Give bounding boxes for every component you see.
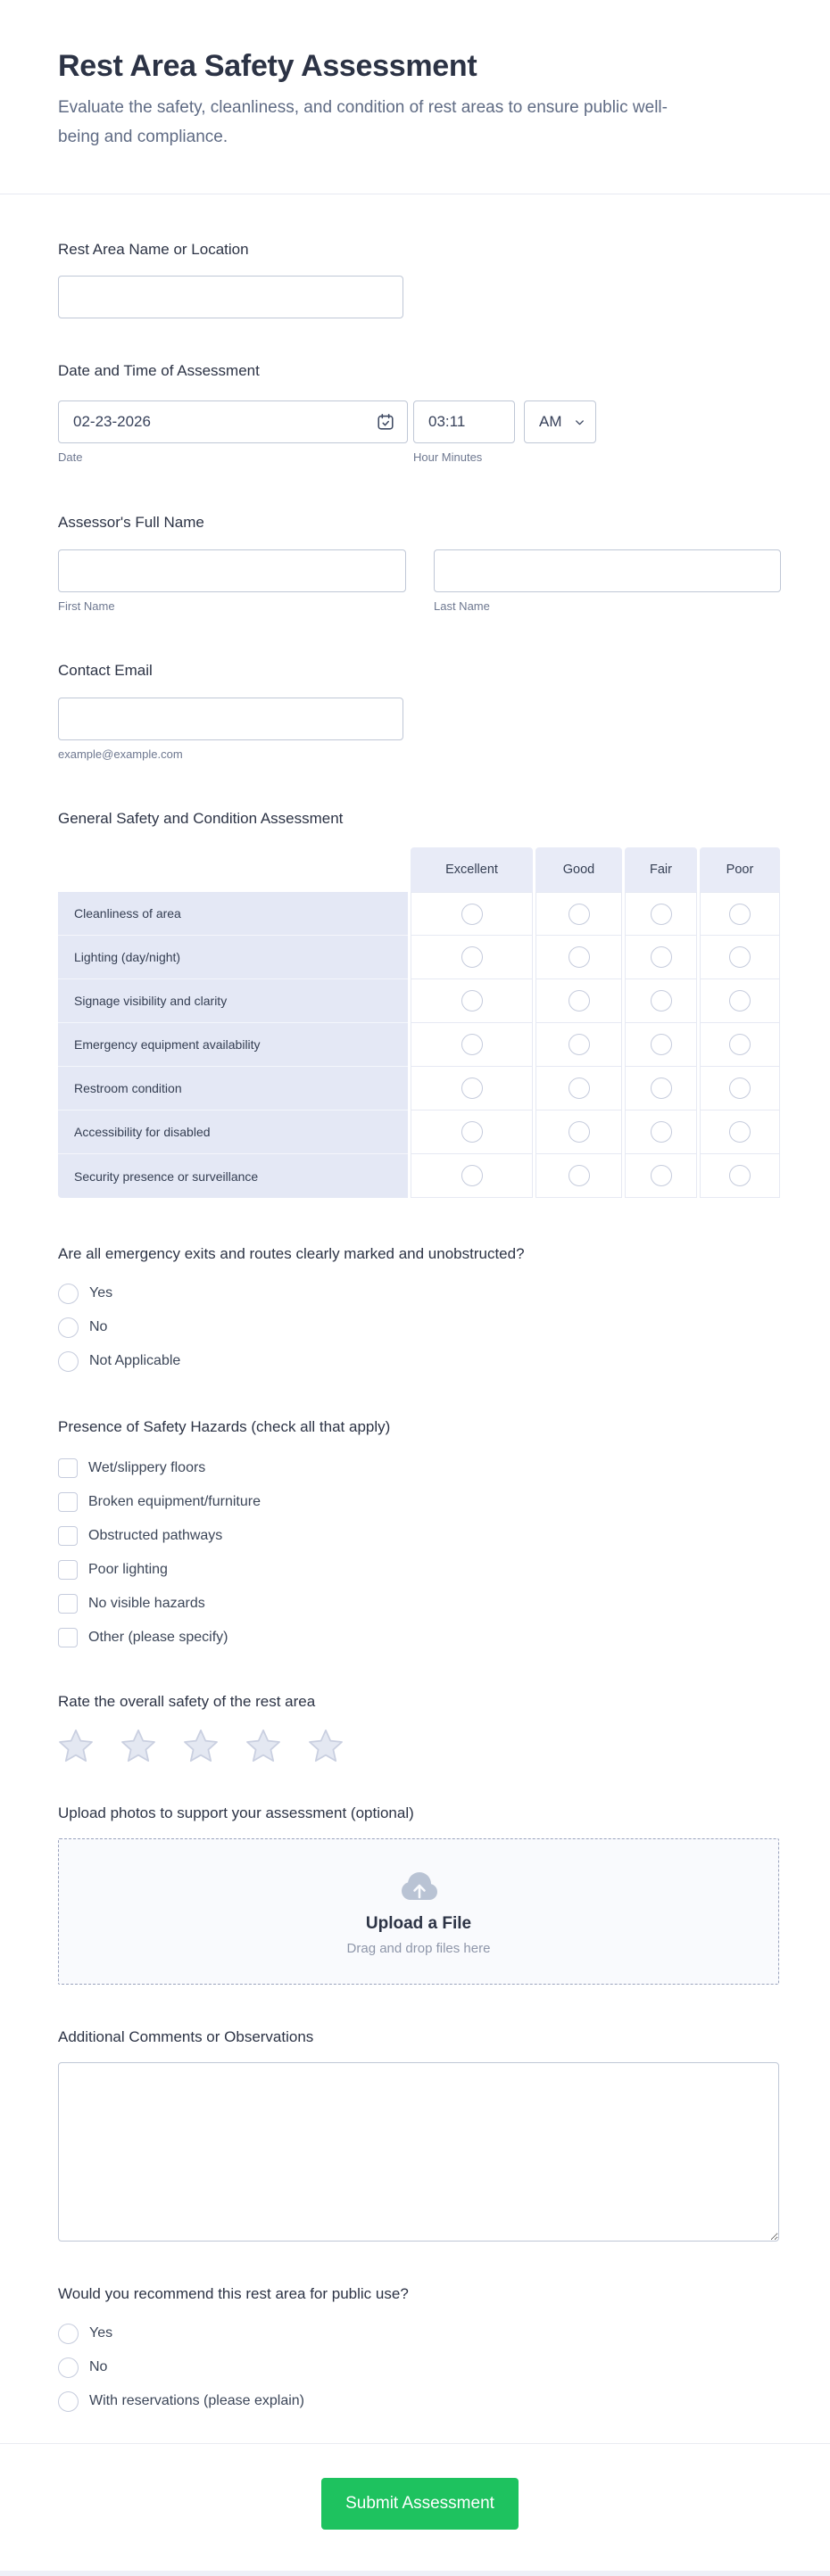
matrix-cell <box>411 1023 533 1067</box>
matrix-row-label: Restroom condition <box>58 1067 408 1110</box>
matrix-cell <box>411 936 533 979</box>
matrix-cell <box>535 1154 622 1198</box>
page-bottom-strip <box>0 2571 830 2576</box>
radio-icon[interactable] <box>58 2357 79 2378</box>
exits-option-no[interactable] <box>58 1317 107 1338</box>
matrix-radio[interactable] <box>729 1121 751 1143</box>
matrix-cell <box>411 979 533 1023</box>
hazard-option[interactable] <box>58 1491 261 1513</box>
matrix-radio[interactable] <box>569 946 590 968</box>
exits-option-na[interactable] <box>58 1350 180 1372</box>
matrix-cell <box>700 1067 780 1110</box>
matrix-row <box>58 1110 780 1154</box>
option-label: Obstructed pathways <box>88 1528 223 1543</box>
checkbox-icon[interactable] <box>58 1560 78 1580</box>
matrix-cell <box>625 1110 697 1154</box>
ampm-select[interactable] <box>524 400 596 443</box>
checkbox-icon[interactable] <box>58 1458 78 1478</box>
matrix-row <box>58 1067 780 1110</box>
matrix-cell <box>411 892 533 936</box>
date-input[interactable] <box>58 400 408 443</box>
location-label: Rest Area Name or Location <box>58 241 249 258</box>
checkbox-icon[interactable] <box>58 1594 78 1614</box>
matrix-cell <box>625 1154 697 1198</box>
hazard-option[interactable] <box>58 1627 228 1648</box>
comments-textarea[interactable] <box>58 2062 779 2242</box>
matrix-header-spacer <box>58 847 408 892</box>
matrix-radio[interactable] <box>729 1077 751 1099</box>
option-label: Other (please specify) <box>88 1630 228 1645</box>
option-label: With reservations (please explain) <box>89 2393 304 2408</box>
matrix-cell <box>625 1067 697 1110</box>
matrix-row <box>58 936 780 979</box>
matrix-col-header: Poor <box>700 847 780 892</box>
matrix-radio[interactable] <box>569 1034 590 1055</box>
star-rating <box>57 1727 344 1764</box>
matrix-label: General Safety and Condition Assessment <box>58 810 344 827</box>
time-input[interactable] <box>413 400 515 443</box>
matrix-radio[interactable] <box>569 990 590 1011</box>
matrix-row-label: Security presence or surveillance <box>58 1154 408 1198</box>
chevron-down-icon <box>573 416 586 429</box>
assessor-label: Assessor's Full Name <box>58 514 204 531</box>
option-label: Yes <box>89 2325 113 2341</box>
location-input[interactable] <box>58 276 403 318</box>
exits-label: Are all emergency exits and routes clearly marked and unobstructed? <box>58 1245 525 1262</box>
matrix-radio[interactable] <box>461 1034 483 1055</box>
matrix-cell <box>625 1023 697 1067</box>
matrix-cell <box>411 1110 533 1154</box>
matrix-radio[interactable] <box>651 990 672 1011</box>
matrix-cell <box>535 1023 622 1067</box>
matrix-header-row <box>58 847 780 892</box>
recommend-label: Would you recommend this rest area for public use? <box>58 2285 409 2302</box>
matrix-cell <box>700 1154 780 1198</box>
calendar-icon[interactable] <box>376 412 395 432</box>
last-name-sublabel: Last Name <box>434 599 490 613</box>
hazard-option[interactable] <box>58 1593 205 1614</box>
matrix-radio[interactable] <box>651 1034 672 1055</box>
matrix-cell <box>411 1067 533 1110</box>
matrix-row-label: Accessibility for disabled <box>58 1110 408 1154</box>
first-name-input[interactable] <box>58 549 406 592</box>
matrix-cell <box>625 936 697 979</box>
option-label: Yes <box>89 1285 113 1300</box>
option-label: Wet/slippery floors <box>88 1460 206 1475</box>
footer-divider <box>0 2443 830 2444</box>
matrix-radio[interactable] <box>461 990 483 1011</box>
matrix-row <box>58 1023 780 1067</box>
matrix-row-label: Lighting (day/night) <box>58 936 408 979</box>
email-label: Contact Email <box>58 662 153 679</box>
option-label: No <box>89 2359 108 2374</box>
matrix-radio[interactable] <box>569 1165 590 1186</box>
matrix-row-label: Emergency equipment availability <box>58 1023 408 1067</box>
radio-icon[interactable] <box>58 2391 79 2412</box>
matrix-cell <box>700 979 780 1023</box>
option-label: Poor lighting <box>88 1562 168 1577</box>
matrix-col-header: Excellent <box>411 847 533 892</box>
matrix-cell <box>625 892 697 936</box>
option-label: Broken equipment/furniture <box>88 1494 261 1509</box>
matrix-cell <box>625 979 697 1023</box>
matrix-cell <box>411 1154 533 1198</box>
matrix-radio[interactable] <box>729 1034 751 1055</box>
ampm-value: AM <box>539 413 562 430</box>
checkbox-icon[interactable] <box>58 1628 78 1647</box>
hazards-label: Presence of Safety Hazards (check all that apply) <box>58 1418 391 1435</box>
matrix-radio[interactable] <box>569 904 590 925</box>
matrix-radio[interactable] <box>569 1121 590 1143</box>
matrix-radio[interactable] <box>651 1121 672 1143</box>
matrix-col-header: Fair <box>625 847 697 892</box>
matrix-radio[interactable] <box>729 904 751 925</box>
matrix-cell <box>535 936 622 979</box>
matrix-cell <box>700 1110 780 1154</box>
matrix-cell <box>535 1067 622 1110</box>
upload-cloud-icon <box>395 1868 442 1905</box>
datetime-label: Date and Time of Assessment <box>58 362 260 379</box>
checkbox-icon[interactable] <box>58 1492 78 1512</box>
matrix-radio[interactable] <box>461 1165 483 1186</box>
matrix-cell <box>535 1110 622 1154</box>
radio-icon[interactable] <box>58 2324 79 2344</box>
matrix-row <box>58 892 780 936</box>
matrix-cell <box>700 936 780 979</box>
matrix-row-label: Cleanliness of area <box>58 892 408 936</box>
option-label: No <box>89 1319 108 1334</box>
hazard-option[interactable] <box>58 1525 222 1547</box>
time-sublabel: Hour Minutes <box>413 450 483 464</box>
radio-icon[interactable] <box>58 1351 79 1372</box>
matrix-radio[interactable] <box>569 1077 590 1099</box>
matrix-radio[interactable] <box>651 1077 672 1099</box>
star-icon[interactable] <box>57 1727 95 1764</box>
star-icon[interactable] <box>182 1727 220 1764</box>
matrix-radio[interactable] <box>651 904 672 925</box>
page-title: Rest Area Safety Assessment <box>58 49 477 83</box>
recommend-option-no[interactable] <box>58 2357 107 2378</box>
matrix-cell <box>700 1023 780 1067</box>
matrix-table <box>58 847 780 1198</box>
radio-icon[interactable] <box>58 1284 79 1304</box>
exits-option-yes[interactable] <box>58 1283 112 1304</box>
recommend-option-reservations[interactable] <box>58 2390 304 2412</box>
matrix-radio[interactable] <box>651 946 672 968</box>
matrix-radio[interactable] <box>461 1121 483 1143</box>
matrix-cell <box>535 892 622 936</box>
first-name-sublabel: First Name <box>58 599 115 613</box>
matrix-row-label: Signage visibility and clarity <box>58 979 408 1023</box>
matrix-col-header: Good <box>535 847 622 892</box>
matrix-radio[interactable] <box>461 1077 483 1099</box>
option-label: No visible hazards <box>88 1596 205 1611</box>
matrix-radio[interactable] <box>651 1165 672 1186</box>
matrix-cell <box>700 892 780 936</box>
hazard-option[interactable] <box>58 1559 168 1581</box>
page-subtitle: Evaluate the safety, cleanliness, and condition of rest areas to ensure public well-being and compliance. <box>58 98 668 146</box>
date-sublabel: Date <box>58 450 83 464</box>
matrix-radio[interactable] <box>461 946 483 968</box>
upload-label: Upload photos to support your assessment (optional) <box>58 1804 414 1821</box>
comments-label: Additional Comments or Observations <box>58 2028 314 2045</box>
radio-icon[interactable] <box>58 1317 79 1338</box>
matrix-row <box>58 979 780 1023</box>
submit-button[interactable]: Submit Assessment <box>321 2478 519 2530</box>
star-icon[interactable] <box>120 1727 157 1764</box>
email-sublabel: example@example.com <box>58 747 183 761</box>
checkbox-icon[interactable] <box>58 1526 78 1546</box>
matrix-radio[interactable] <box>461 904 483 925</box>
hazard-option[interactable] <box>58 1457 205 1479</box>
upload-button-text[interactable]: Upload a File <box>365 1913 472 1933</box>
last-name-input[interactable] <box>434 549 781 592</box>
matrix-radio[interactable] <box>729 990 751 1011</box>
matrix-cell <box>535 979 622 1023</box>
matrix-row <box>58 1154 780 1198</box>
star-icon[interactable] <box>245 1727 282 1764</box>
upload-hint: Drag and drop files here <box>346 1940 491 1956</box>
email-input[interactable] <box>58 698 403 740</box>
matrix-radio[interactable] <box>729 946 751 968</box>
option-label: Not Applicable <box>89 1353 181 1368</box>
matrix-radio[interactable] <box>729 1165 751 1186</box>
file-upload-dropzone[interactable] <box>58 1838 779 1985</box>
star-icon[interactable] <box>307 1727 344 1764</box>
rating-label: Rate the overall safety of the rest area <box>58 1693 316 1710</box>
recommend-option-yes[interactable] <box>58 2323 112 2344</box>
